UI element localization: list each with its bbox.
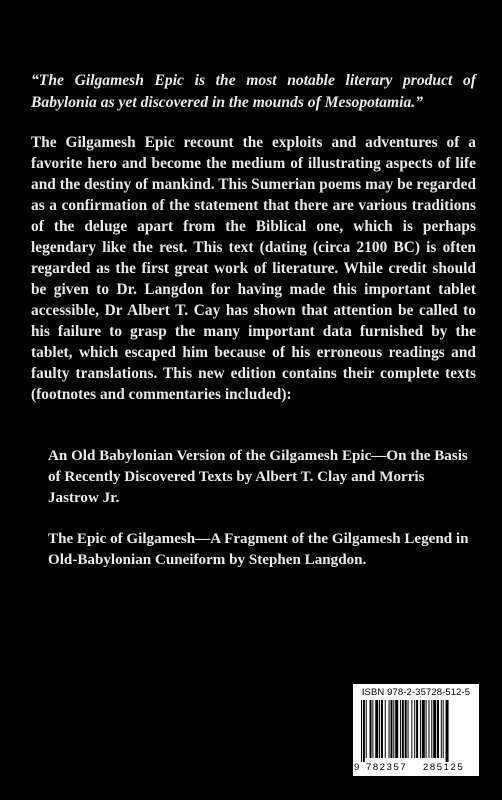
barcode-bar bbox=[437, 700, 439, 758]
barcode-bar bbox=[361, 700, 362, 762]
barcode-digits-left: 782357 bbox=[366, 762, 408, 773]
barcode-bar bbox=[372, 700, 373, 758]
barcode-bar bbox=[393, 700, 394, 758]
barcode-bar bbox=[433, 700, 436, 758]
barcode-bar bbox=[446, 700, 449, 762]
isbn-label: ISBN 978-2-35728-512-5 bbox=[361, 687, 471, 698]
barcode-bar bbox=[402, 700, 404, 758]
barcode-bar bbox=[414, 700, 415, 758]
barcode-bar bbox=[400, 700, 401, 758]
barcode-bar bbox=[363, 700, 365, 762]
barcode-bars bbox=[359, 700, 473, 762]
barcode-bar bbox=[385, 700, 386, 758]
barcode-bar bbox=[411, 700, 412, 758]
barcode-bar bbox=[416, 700, 418, 758]
barcode-bar bbox=[395, 700, 398, 758]
barcode-bar bbox=[431, 700, 432, 758]
barcode-digits-right: 285125 bbox=[423, 762, 465, 773]
barcode-bar bbox=[422, 700, 425, 758]
description-paragraph: The Gilgamesh Epic recount the exploits and adventures of a favorite hero and become the medium of illustrating aspects of life and the destiny of mankind. This Sumerian poems may be regarded as a confirmation of the statement that there are various traditions of the deluge apart from the Biblical one, which is perhaps legendary like the rest. This text (dating (circa 2100 BC) is often regarded as the first great work of literature. While credit should be given to Dr. Langdon for having made this important tablet accessible, Dr Albert T. Cay has shown that attention be called to his failure to grasp the many important data furnished by the tablet, which escaped him because of his erroneous readings and faulty translations. This new edition contains their complete texts (footnotes and commentaries included): bbox=[31, 134, 476, 403]
epigraph-quote: “The Gilgamesh Epic is the most notable literary product of Babylonia as yet discovered in the mounds of Mesopotamia.” bbox=[31, 72, 476, 111]
barcode-bar bbox=[441, 700, 442, 758]
included-work-langdon: The Epic of Gilgamesh—A Fragment of the Gilgamesh Legend in Old-Babylonian Cuneiform by Stephen Langdon. bbox=[48, 531, 469, 568]
included-works-list bbox=[48, 446, 476, 591]
barcode-bar bbox=[366, 700, 367, 758]
barcode-bar bbox=[381, 700, 383, 758]
barcode-bar bbox=[390, 700, 392, 758]
barcode-bar bbox=[370, 700, 372, 758]
barcode-bar bbox=[379, 700, 380, 758]
barcode-bar bbox=[426, 700, 427, 758]
barcode-bar bbox=[389, 700, 390, 758]
barcode-digit-first: 9 bbox=[354, 762, 360, 773]
barcode-bar bbox=[420, 700, 421, 758]
barcode-bar bbox=[408, 700, 409, 758]
barcode-bar bbox=[375, 700, 378, 758]
included-work-clay-jastrow: An Old Babylonian Version of the Gilgamesh Epic—On the Basis of Recently Discovered Texts by Albert T. Clay and Morris Jastrow Jr. bbox=[48, 448, 468, 506]
barcode-bar bbox=[428, 700, 429, 758]
barcode-bar bbox=[443, 700, 444, 758]
description bbox=[31, 132, 476, 405]
isbn-barcode bbox=[353, 684, 479, 776]
barcode-bar bbox=[405, 700, 407, 758]
